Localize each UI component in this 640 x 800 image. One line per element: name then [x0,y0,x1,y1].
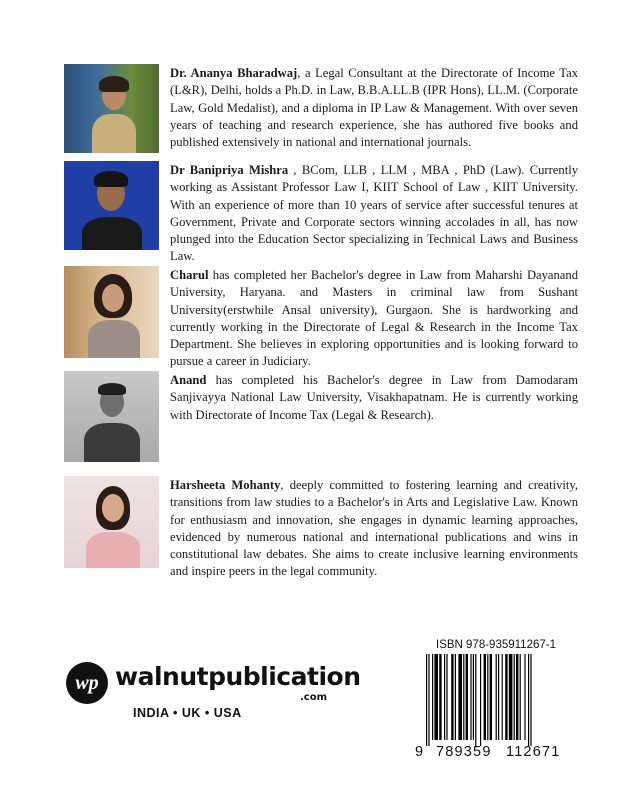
barcode-bar [455,654,456,740]
barcode-bar [514,654,515,740]
barcode-bar [484,654,486,740]
author-name: Anand [170,373,207,387]
author-photo [64,371,159,462]
barcode-bar [439,654,441,740]
barcode-bar [487,654,488,740]
barcode-bar [509,654,513,740]
bio-text [170,372,578,424]
barcode-bar [490,654,492,740]
publisher-logo-icon [66,662,108,704]
publisher-name: walnutpublication [115,662,361,691]
bio-description: has completed her Bachelor's degree in Law from Maharshi Dayanand University, Haryana. and Masters in criminal law from Sushant University(erstwhile Ansal university), Gurgaon. She is hardworking and currently working in the Directorate of Legal & Research in the Income Tax Department. She believes in exploring opportunities and is looking forward to pursue a career in Judiciary. [170,268,578,369]
barcode-bar [496,654,497,740]
barcode-bar [463,654,464,740]
barcode-bar [428,654,429,746]
author-name: Charul [170,268,209,282]
isbn-barcode [412,636,576,766]
bio-description: has completed his Bachelor's degree in Law from Damodaram Sanjivayya National Law University, Visakhapatnam. He is currently working with Directorate of Income Tax (Legal & Research). [170,373,578,422]
author-photo [64,266,159,358]
barcode-bar [475,654,476,746]
bio-description: , BCom, LLB , LLM , MBA , PhD (Law). Currently working as Assistant Professor Law I, KIIT School of Law , KIIT University. With an experience of more than 10 years of service after successful tenures at Government, Private and Corporate sectors winning accolades in all, has now plunged into the Education Sector specializing in Technical Laws and Business Law. [170,163,578,264]
bio-description: , a Legal Consultant at the Directorate of Income Tax (L&R), Delhi, holds a Ph.D. in Law, B.B.A.LL.B (IPR Hons), LL.M. (Corporate Law, Gold Medalist), and a diploma in IP Law & Management. With over seven years of teaching and research experience, she has authored five books and published extensively in national and international journals. [170,66,578,150]
barcode-bar [470,654,471,740]
barcode-digits-left: 789359 [436,744,492,760]
barcode-bar [498,654,499,740]
author-photo [64,476,159,568]
barcode-bars [412,654,576,746]
author-name: Harsheeta Mohanty [170,478,281,492]
barcode-bar [502,654,503,740]
author-name: Dr Banipriya Mishra [170,163,289,177]
barcode-bar [434,654,438,740]
publisher-domain-suffix: .com [300,692,328,703]
barcode-digits-right: 112671 [506,744,561,760]
barcode-bar [505,654,507,740]
bio-text [170,267,578,371]
barcode-bar [458,654,462,740]
bio-text [170,162,578,266]
author-bio-1 [64,64,578,153]
author-name: Dr. Ananya Bharadwaj [170,66,298,80]
author-bio-2 [64,161,578,266]
barcode-bar [520,654,521,740]
bio-text [170,477,578,581]
barcode-bar [480,654,481,746]
bio-text [170,65,578,151]
barcode-bar [432,654,433,740]
barcode-bar [466,654,468,740]
barcode-bar [516,654,518,740]
author-photo [64,64,159,153]
barcode-bar [530,654,531,746]
barcode-bar [426,654,427,746]
author-bio-3 [64,266,578,371]
barcode-bar [446,654,447,740]
publisher-countries: INDIA • UK • USA [133,706,242,720]
bio-description: , deeply committed to fostering learning and creativity, transitions from law studies to a Bachelor's in Arts and Legislative Law. Known for enthusiasm and innovation, she engages in dynamic learning approaches, evidenced by numerous national and international publications and wins in constitutional law debates. She aims to create inclusive learning environments and inspire peers in the legal community. [170,478,578,579]
barcode-digit-first: 9 [415,744,425,760]
barcode-bar [528,654,529,746]
author-bio-4 [64,371,578,462]
isbn-label: ISBN 978-935911267-1 [436,639,556,651]
barcode-bar [473,654,474,740]
author-photo [64,161,159,250]
logo-mark: wp [75,671,99,694]
barcode-bar [524,654,525,740]
barcode-bar [444,654,445,740]
author-bio-5 [64,476,578,581]
barcode-bar [451,654,453,740]
